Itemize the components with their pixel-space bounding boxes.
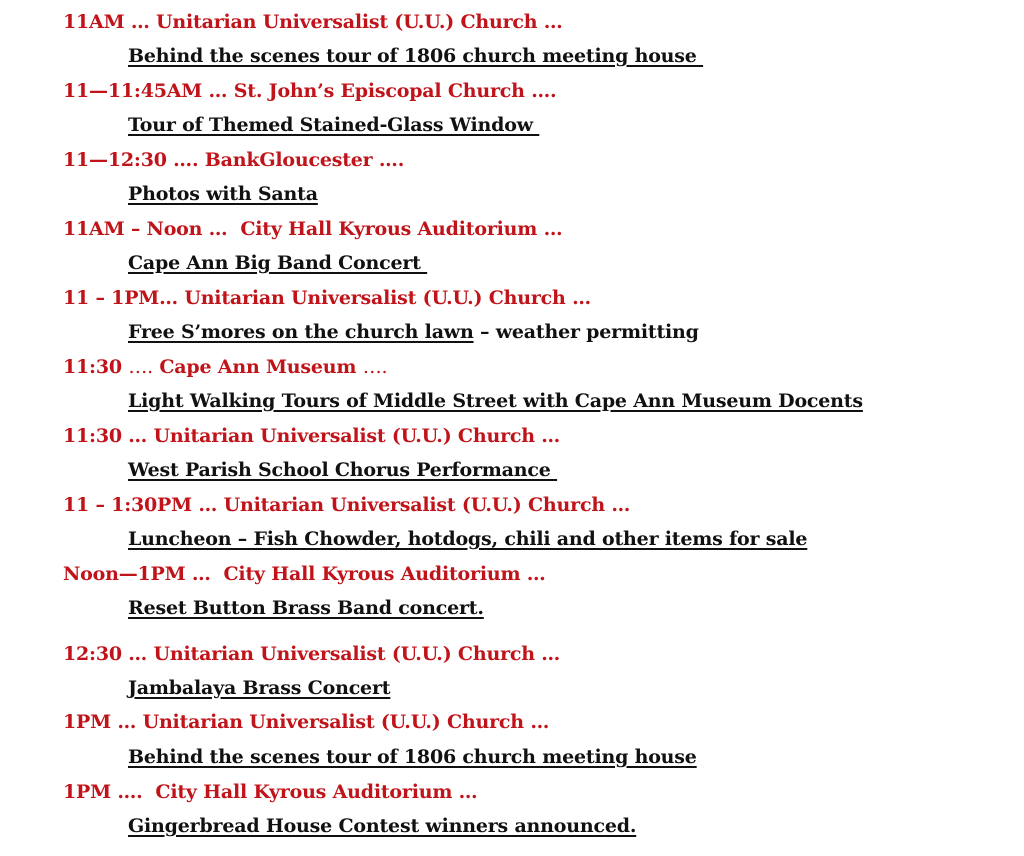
event-description-row — [128, 321, 699, 343]
event-time-venue-row — [63, 356, 387, 378]
event-time-venue: 11 – 1:30PM … Unitarian Universalist (U.U.) Church … — [63, 494, 631, 516]
event-description: Cape Ann Big Band Concert — [128, 252, 428, 274]
event-venue: Cape Ann Museum — [152, 356, 363, 378]
event-description: Jambalaya Brass Concert — [128, 677, 391, 699]
event-description: Gingerbread House Contest winners announced. — [128, 815, 637, 837]
event-description: Behind the scenes tour of 1806 church meeting house — [128, 45, 704, 67]
event-ellipsis: …. — [362, 356, 388, 378]
event-time-venue: 1PM …. City Hall Kyrous Auditorium … — [63, 781, 478, 803]
event-description: Tour of Themed Stained-Glass Window — [128, 114, 540, 136]
event-time-venue: 11—12:30 …. BankGloucester …. — [63, 149, 405, 171]
event-time-venue: 11 – 1PM… Unitarian Universalist (U.U.) Church … — [63, 287, 591, 309]
event-time-venue: 11AM … Unitarian Universalist (U.U.) Church … — [63, 11, 563, 33]
event-description-note: – weather permitting — [473, 321, 699, 343]
event-time-venue: 1PM … Unitarian Universalist (U.U.) Church … — [63, 711, 550, 733]
event-description: Luncheon – Fish Chowder, hotdogs, chili and other items for sale — [128, 528, 808, 550]
event-time-venue: 11:30 … Unitarian Universalist (U.U.) Church … — [63, 425, 561, 447]
event-ellipsis: …. — [128, 356, 153, 378]
event-time-venue: 11AM – Noon … City Hall Kyrous Auditorium … — [63, 218, 563, 240]
event-description: Light Walking Tours of Middle Street with Cape Ann Museum Docents — [128, 390, 863, 412]
event-description: West Parish School Chorus Performance — [128, 459, 558, 481]
event-time-venue: 12:30 … Unitarian Universalist (U.U.) Church … — [63, 643, 561, 665]
event-time-venue: Noon—1PM … City Hall Kyrous Auditorium … — [63, 563, 546, 585]
event-time: 11:30 — [63, 356, 129, 378]
event-description: Behind the scenes tour of 1806 church meeting house — [128, 746, 697, 768]
event-description: Photos with Santa — [128, 183, 318, 205]
event-description: Free S’mores on the church lawn — [128, 321, 474, 343]
event-time-venue: 11—11:45AM … St. John’s Episcopal Church …. — [63, 80, 557, 102]
event-description: Reset Button Brass Band concert. — [128, 597, 484, 619]
